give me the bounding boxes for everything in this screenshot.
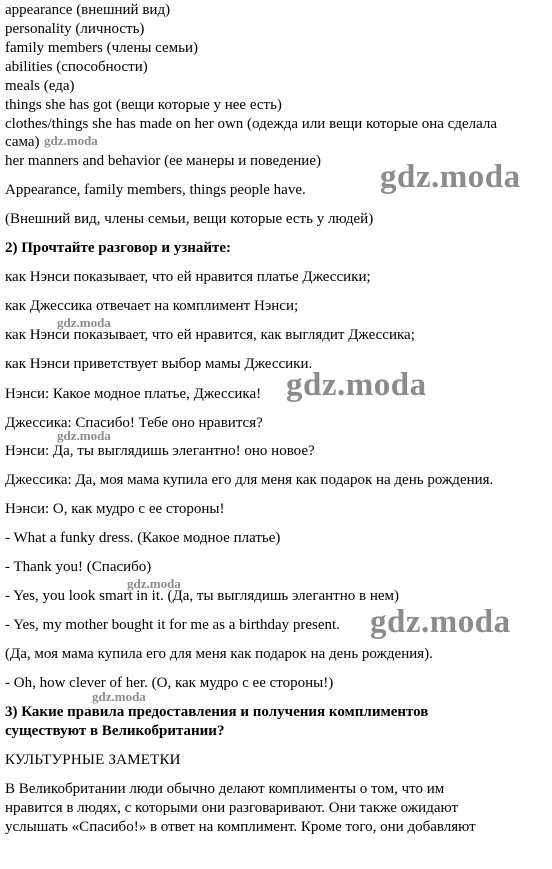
dialogue-en-line-3: - Yes, you look smart in it. (Да, ты выглядишь элегантно в нем): [5, 588, 399, 604]
dialogue-en-line-4: - Yes, my mother bought it for me as a birthday present.: [5, 617, 340, 633]
dialogue-en-line-4-translation: (Да, моя мама купила его для меня как подарок на день рождения).: [5, 646, 433, 662]
dialogue-ru-line-2: Джессика: Спасибо! Тебе оно нравится?: [5, 415, 263, 431]
dialogue-ru-line-4: Джессика: Да, моя мама купила его для меня как подарок на день рождения.: [5, 472, 494, 488]
cultural-notes-line-2: нравится в людях, с которыми они разговаривают. Они также ожидают: [5, 800, 459, 816]
cultural-notes-heading: КУЛЬТУРНЫЕ ЗАМЕТКИ: [5, 752, 181, 768]
watermark-small-2: gdz.moda: [57, 315, 111, 330]
answer-line-ru: (Внешний вид, члены семьи, вещи которые есть у людей): [5, 211, 374, 227]
watermark-big-1: gdz.moda: [380, 159, 521, 195]
vocab-line-meals: meals (еда): [5, 78, 75, 94]
vocab-line-clothes-cont: сама): [5, 134, 40, 150]
vocab-line-personality: personality (личность): [5, 21, 145, 37]
vocab-line-abilities: abilities (способности): [5, 59, 148, 75]
task-3-heading-line-1: 3) Какие правила предоставления и получения комплиментов: [5, 704, 429, 720]
dialogue-en-line-2: - Thank you! (Спасибо): [5, 559, 152, 575]
dialogue-en-line-5: - Oh, how clever of her. (О, как мудро с ее стороны!): [5, 675, 334, 691]
task-2-question-3: как Нэнси показывает, что ей нравится, как выглядит Джессика;: [5, 327, 415, 343]
vocab-line-clothes: clothes/things she has made on her own (одежда или вещи которые она сделала: [5, 116, 498, 132]
task-2-heading: 2) Прочтайте разговор и узнайте:: [5, 240, 232, 256]
cultural-notes-line-1: В Великобритании люди обычно делают комплименты о том, что им: [5, 781, 445, 797]
task-2-question-4: как Нэнси приветствует выбор мамы Джессики.: [5, 356, 313, 372]
vocab-line-family-members: family members (члены семьи): [5, 40, 199, 56]
task-3-heading-line-2: существуют в Великобритании?: [5, 723, 225, 739]
watermark-small-4: gdz.moda: [127, 576, 181, 591]
task-2-question-2: как Джессика отвечает на комплимент Нэнси;: [5, 298, 299, 314]
watermark-small-1: gdz.moda: [44, 133, 98, 148]
watermark-small-5: gdz.moda: [92, 689, 146, 704]
watermark-big-2: gdz.moda: [286, 367, 427, 403]
task-2-question-1: как Нэнси показывает, что ей нравится платье Джессики;: [5, 269, 371, 285]
vocab-line-things: things she has got (вещи которые у нее есть): [5, 97, 282, 113]
answer-line-en: Appearance, family members, things people have.: [5, 182, 306, 198]
cultural-notes-line-3: услышать «Спасибо!» в ответ на комплимент. Кроме того, они добавляют: [5, 819, 476, 835]
dialogue-en-line-1: - What a funky dress. (Какое модное платье): [5, 530, 281, 546]
watermark-small-3: gdz.moda: [57, 428, 111, 443]
dialogue-ru-line-5: Нэнси: О, как мудро с ее стороны!: [5, 501, 225, 517]
dialogue-ru-line-1: Нэнси: Какое модное платье, Джессика!: [5, 386, 262, 402]
dialogue-ru-line-3: Нэнси: Да, ты выглядишь элегантно! оно новое?: [5, 443, 315, 459]
vocab-line-appearance: appearance (внешний вид): [5, 2, 171, 18]
watermark-big-3: gdz.moda: [370, 604, 511, 640]
vocab-line-manners: her manners and behavior (ее манеры и поведение): [5, 153, 321, 169]
